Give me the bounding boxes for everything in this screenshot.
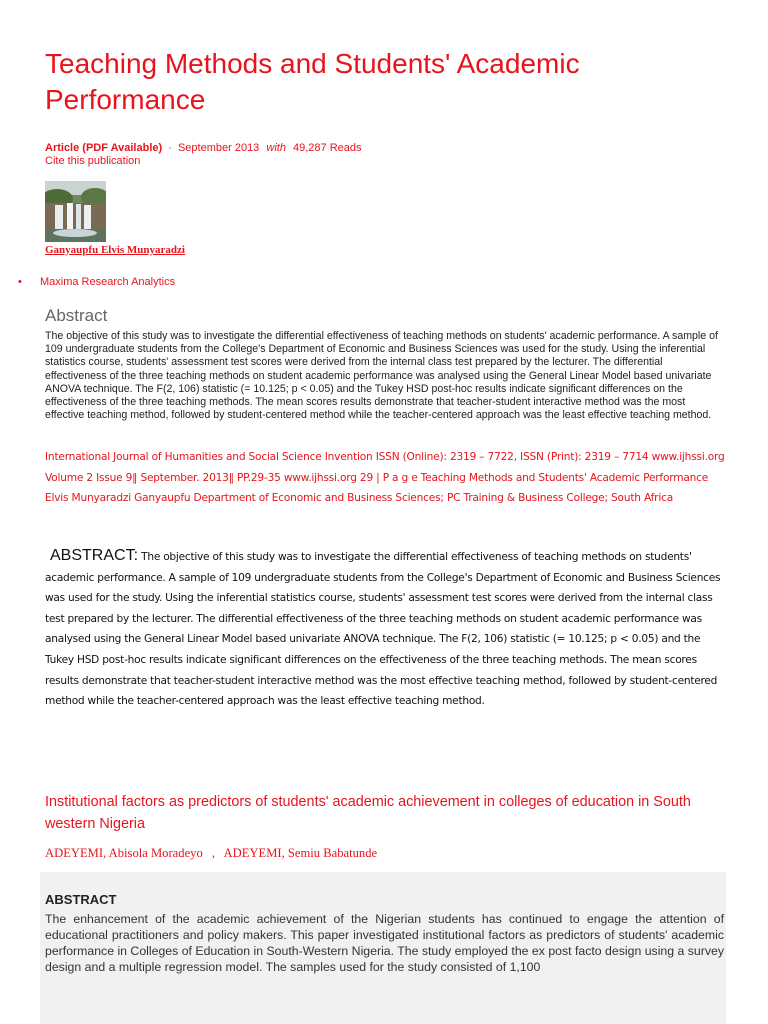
author-separator: , bbox=[211, 846, 216, 860]
article-title: Teaching Methods and Students' Academic Performance bbox=[45, 48, 580, 115]
affiliation-link[interactable]: Maxima Research Analytics bbox=[40, 276, 176, 288]
related-article-title[interactable]: Institutional factors as predictors of students' academic achievement in colleges of education in South western Nigeria bbox=[45, 794, 691, 832]
related-abstract-heading: ABSTRACT bbox=[45, 892, 117, 907]
pdf-abstract bbox=[45, 546, 725, 712]
reads-count: 49,287 Reads bbox=[293, 142, 362, 154]
pdf-abstract-label: ABSTRACT: bbox=[50, 547, 139, 564]
abstract-text: The objective of this study was to investigate the differential effectiveness of teaching methods on students' academic performance. A sample of 109 undergraduate students from the College's Department of Economic and Business Sciences was used for the study. Using the inferential statistics course, students' assessment test scores were derived from the internal class test prepared by the lecturer. The differential effectiveness of the three teaching methods on student academic performance was analysed using the General Linear Model based univariate ANOVA technique. The F(2, 106) statistic (= 10.125; p < 0.05) and the Tukey HSD post-hoc results indicate significant differences on the effectiveness of the three teaching methods. The mean scores results demonstrate that teacher-student interactive method was the most effective teaching method, followed by student-centered method while the teacher-centered approach was the least effective teaching method. bbox=[45, 330, 718, 422]
bullet-icon: • bbox=[18, 276, 22, 288]
article-date: September 2013 bbox=[177, 142, 260, 154]
article-meta bbox=[45, 141, 362, 155]
author-name-link[interactable]: Ganyaupfu Elvis Munyaradzi bbox=[45, 244, 185, 256]
journal-info: International Journal of Humanities and Social Science Invention ISSN (Online): 2319 – 7722, ISSN (Print): 2319 – 7714 www.ijhssi.org Volume 2 Issue 9‖ September. 2013‖ PP.29-35 www.ijhssi.org 29 | P a g e Teaching Methods and Students' Academic Performance Elvis Munyaradzi Ganyaupfu Department of Economic and Business Sciences; PC Training & Business College; South Africa bbox=[45, 451, 725, 505]
related-author-2[interactable]: ADEYEMI, Semiu Babatunde bbox=[223, 846, 378, 860]
meta-with: with bbox=[266, 142, 286, 154]
related-author-1[interactable]: ADEYEMI, Abisola Moradeyo bbox=[45, 846, 203, 860]
article-type[interactable]: Article (PDF Available) bbox=[45, 142, 163, 154]
related-abstract-text: The enhancement of the academic achievement of the Nigerian students has continued to engage the attention of educational practitioners and policy makers. This paper investigated institutional factors as predictors of students' academic performance in Colleges of Education in South-Western Nigeria. The study employed the ex post facto design using a survey design and a multiple regression model. The samples used for the study consisted of 1,100 bbox=[45, 912, 724, 974]
waterfall-photo-image bbox=[45, 181, 106, 242]
cite-link[interactable]: Cite this publication bbox=[45, 155, 141, 167]
pdf-abstract-text: The objective of this study was to investigate the differential effectiveness of teaching methods on students' academic performance. A sample of 109 undergraduate students from the College's Department of Economic and Business Sciences was used for the study. Using the inferential statistics course, students' assessment test scores were derived from the internal class test prepared by the lecturer. The differential effectiveness of the three teaching methods on student academic performance was analysed using the General Linear Model based univariate ANOVA technique. The F(2, 106) statistic (= 10.125; p < 0.05) and the Tukey HSD post-hoc results indicate significant differences on the effectiveness of the three teaching methods. The mean scores results demonstrate that teacher-student interactive method was the most effective teaching method, followed by student-centered method while the teacher-centered approach was the least effective teaching method. bbox=[45, 551, 721, 708]
related-authors bbox=[45, 846, 377, 861]
author-photo[interactable] bbox=[45, 181, 106, 242]
abstract-heading: Abstract bbox=[45, 306, 108, 325]
affiliation-item bbox=[18, 276, 175, 288]
meta-separator: · bbox=[168, 142, 172, 154]
